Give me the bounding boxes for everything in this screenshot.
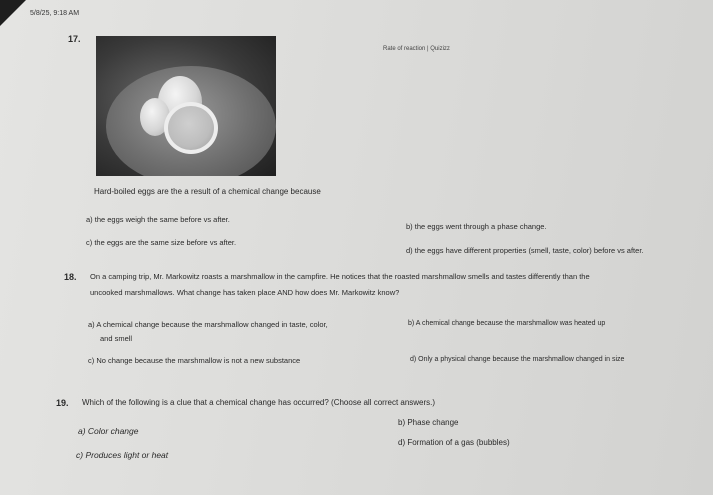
question-18-option-a-continued[interactable]: and smell xyxy=(100,334,133,343)
question-19-number: 19. xyxy=(56,398,69,408)
question-18-number: 18. xyxy=(64,272,77,282)
question-19-option-a[interactable]: a) Color change xyxy=(78,426,139,436)
page-corner xyxy=(0,0,26,26)
question-17-option-b[interactable]: b) the eggs went through a phase change. xyxy=(406,222,547,231)
question-19-option-b[interactable]: b) Phase change xyxy=(398,418,459,427)
question-19-option-c[interactable]: c) Produces light or heat xyxy=(76,450,169,460)
page-header-title: Rate of reaction | Quizizz xyxy=(383,46,450,52)
print-timestamp: 5/8/25, 9:18 AM xyxy=(30,10,80,17)
question-17-number: 17. xyxy=(68,34,81,44)
question-17-stem: Hard-boiled eggs are the a result of a chemical change because xyxy=(94,187,321,196)
question-18-option-a[interactable]: a) A chemical change because the marshmallow changed in taste, color, xyxy=(88,320,328,329)
question-18-stem-line-2: uncooked marshmallows. What change has taken place AND how does Mr. Markowitz know? xyxy=(90,288,400,297)
egg-yolk-shape xyxy=(164,102,218,154)
question-19-option-d[interactable]: d) Formation of a gas (bubbles) xyxy=(398,438,510,447)
question-17-option-a[interactable]: a) the eggs weigh the same before vs after. xyxy=(86,215,230,224)
question-18-stem-line-1: On a camping trip, Mr. Markowitz roasts a marshmallow in the campfire. He notices that the roasted marshmallow smells and tastes differently than the xyxy=(90,272,590,281)
question-19-stem: Which of the following is a clue that a chemical change has occurred? (Choose all correct answers.) xyxy=(82,398,436,407)
boiled-eggs-photo xyxy=(96,36,276,176)
question-18-option-b[interactable]: b) A chemical change because the marshmallow was heated up xyxy=(408,320,606,327)
question-17-option-c[interactable]: c) the eggs are the same size before vs after. xyxy=(86,238,237,247)
question-18-option-c[interactable]: c) No change because the marshmallow is not a new substance xyxy=(88,356,301,365)
question-17-option-d[interactable]: d) the eggs have different properties (smell, taste, color) before vs after. xyxy=(406,246,644,255)
question-18-option-d[interactable]: d) Only a physical change because the marshmallow changed in size xyxy=(410,356,625,363)
